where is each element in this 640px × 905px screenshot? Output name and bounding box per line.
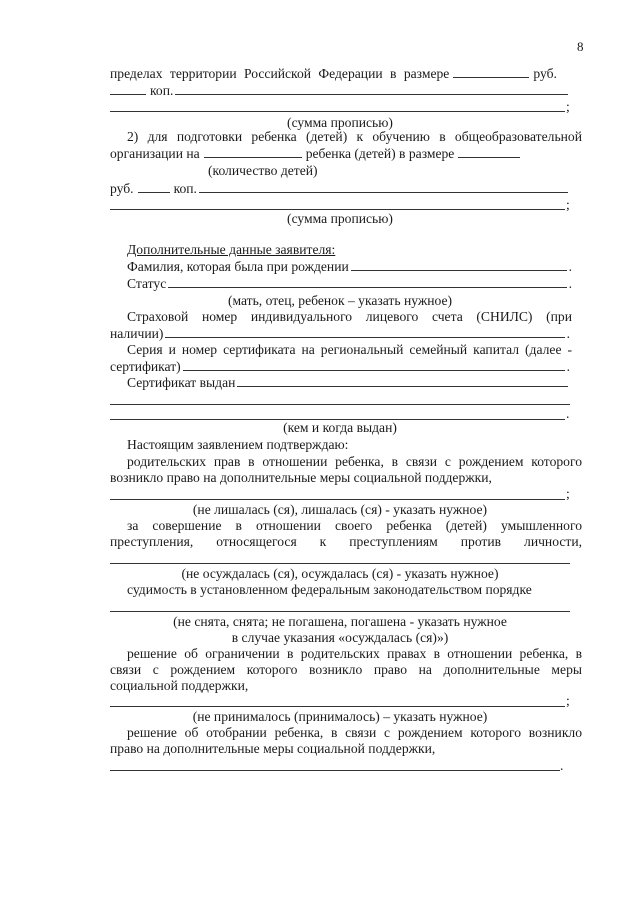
p4-line-3: социальной поддержки, bbox=[110, 678, 249, 693]
sum-in-words-line-2b[interactable] bbox=[110, 209, 565, 210]
sum-in-words-field[interactable] bbox=[175, 83, 568, 95]
status-caption: (мать, отец, ребенок – указать нужное) bbox=[227, 293, 453, 308]
size-field[interactable] bbox=[458, 146, 520, 158]
cert-issued-label: Сертификат выдан bbox=[127, 375, 236, 390]
confirm-heading: Настоящим заявлением подтверждаю: bbox=[127, 437, 349, 452]
kop-label-2: коп. bbox=[173, 181, 197, 196]
item-2-line-1: 2) для подготовки ребенка (детей) к обучению в общеобразовательной bbox=[127, 129, 582, 144]
sum-in-words-line-2[interactable] bbox=[110, 111, 565, 112]
maiden-name-field[interactable] bbox=[351, 259, 567, 271]
maiden-name-label: Фамилия, которая была при рождении bbox=[127, 259, 349, 274]
snils-line-1: Страховой номер индивидуального лицевого счета (СНИЛС) (при bbox=[127, 309, 572, 324]
p2-caption: (не осуждалась (ся), осуждалась (ся) - указать нужное) bbox=[181, 566, 499, 581]
p3-line-1: судимость в установленном федеральным законодательством порядке bbox=[127, 582, 532, 597]
snils-label: наличии) bbox=[110, 326, 164, 341]
kop-blank[interactable] bbox=[110, 83, 146, 95]
rub-field-2[interactable] bbox=[138, 181, 170, 193]
p1-caption: (не лишалась (ся), лишалась (ся) - указать нужное) bbox=[192, 502, 488, 517]
cert-caption: (кем и когда выдан) bbox=[283, 420, 397, 435]
p4-answer-field[interactable] bbox=[110, 706, 565, 707]
p1-line-1: родительских прав в отношении ребенка, в связи с рождением которого bbox=[127, 454, 582, 469]
cert-number-field[interactable] bbox=[183, 359, 565, 371]
p5-answer-field[interactable] bbox=[110, 770, 560, 771]
kop-line bbox=[110, 83, 570, 99]
cert-period: . bbox=[566, 359, 570, 374]
p5-period: . bbox=[560, 758, 564, 773]
p2-answer-field[interactable] bbox=[110, 563, 570, 564]
snils-line-2 bbox=[110, 326, 570, 342]
semicolon-2: ; bbox=[566, 197, 570, 212]
cert-issued-line bbox=[127, 375, 570, 391]
p2-line-1: за совершение в отношении своего ребенка (детей) умышленного bbox=[127, 518, 582, 533]
p4-line-2: связи с рождением которого возникло право на дополнительные меры bbox=[110, 662, 582, 677]
status-period: . bbox=[568, 276, 572, 291]
org-text: организации на bbox=[110, 146, 200, 161]
status-field[interactable] bbox=[168, 276, 566, 288]
rub-label-2: руб. bbox=[110, 181, 134, 196]
p2-line-2: преступления, относящегося к преступлениям против личности, bbox=[110, 534, 582, 549]
cert-issued-field[interactable] bbox=[237, 375, 568, 387]
status-line bbox=[127, 276, 572, 292]
p4-line-1: решение об ограничении в родительских правах в отношении ребенка, в bbox=[127, 646, 582, 661]
item-2-line-2 bbox=[110, 146, 570, 162]
p1-semicolon: ; bbox=[566, 486, 570, 501]
cert-issued-line-2[interactable] bbox=[110, 404, 570, 405]
children-size-text: ребенка (детей) в размере bbox=[305, 146, 455, 161]
p3-caption-2: в случае указания «осуждалась (ся)») bbox=[231, 630, 449, 645]
sum-in-words-field-2[interactable] bbox=[199, 181, 568, 193]
sum-caption-2: (сумма прописью) bbox=[287, 211, 393, 226]
snils-period: . bbox=[566, 326, 570, 341]
item-2-rub-line bbox=[110, 181, 570, 197]
rub-blank[interactable] bbox=[453, 66, 529, 78]
maiden-name-period: . bbox=[568, 259, 572, 274]
p5-line-2: право на дополнительные меры социальной поддержки, bbox=[110, 741, 436, 756]
status-label: Статус bbox=[127, 276, 167, 291]
kop-label: коп. bbox=[150, 83, 174, 98]
cert-line-1: Серия и номер сертификата на региональный семейный капитал (далее - bbox=[127, 342, 572, 357]
p4-semicolon: ; bbox=[566, 693, 570, 708]
semicolon-1: ; bbox=[566, 99, 570, 114]
cert-label: сертификат) bbox=[110, 359, 181, 374]
p1-line-2: возникло право на дополнительные меры социальной поддержки, bbox=[110, 470, 492, 485]
snils-field[interactable] bbox=[165, 326, 564, 338]
additional-heading: Дополнительные данные заявителя: bbox=[127, 242, 336, 257]
amount-line-1 bbox=[110, 66, 570, 82]
p3-answer-field[interactable] bbox=[110, 611, 570, 612]
rub-label: руб. bbox=[533, 66, 557, 81]
amount-text: пределах территории Российской Федерации в размере bbox=[110, 66, 450, 81]
page-number: 8 bbox=[577, 39, 584, 54]
cert-issued-period: . bbox=[566, 406, 570, 421]
p3-caption-1: (не снята, снята; не погашена, погашена - указать нужное bbox=[173, 614, 507, 629]
p5-line-1: решение об отобрании ребенка, в связи с рождением которого возникло bbox=[127, 725, 582, 740]
p4-caption: (не принималось (принималось) – указать нужное) bbox=[192, 709, 488, 724]
children-count-field[interactable] bbox=[204, 146, 302, 158]
count-caption: (количество детей) bbox=[208, 163, 318, 178]
p1-answer-field[interactable] bbox=[110, 499, 565, 500]
sum-caption-1: (сумма прописью) bbox=[287, 115, 393, 130]
cert-line-2 bbox=[110, 359, 570, 375]
maiden-name-line bbox=[127, 259, 572, 275]
